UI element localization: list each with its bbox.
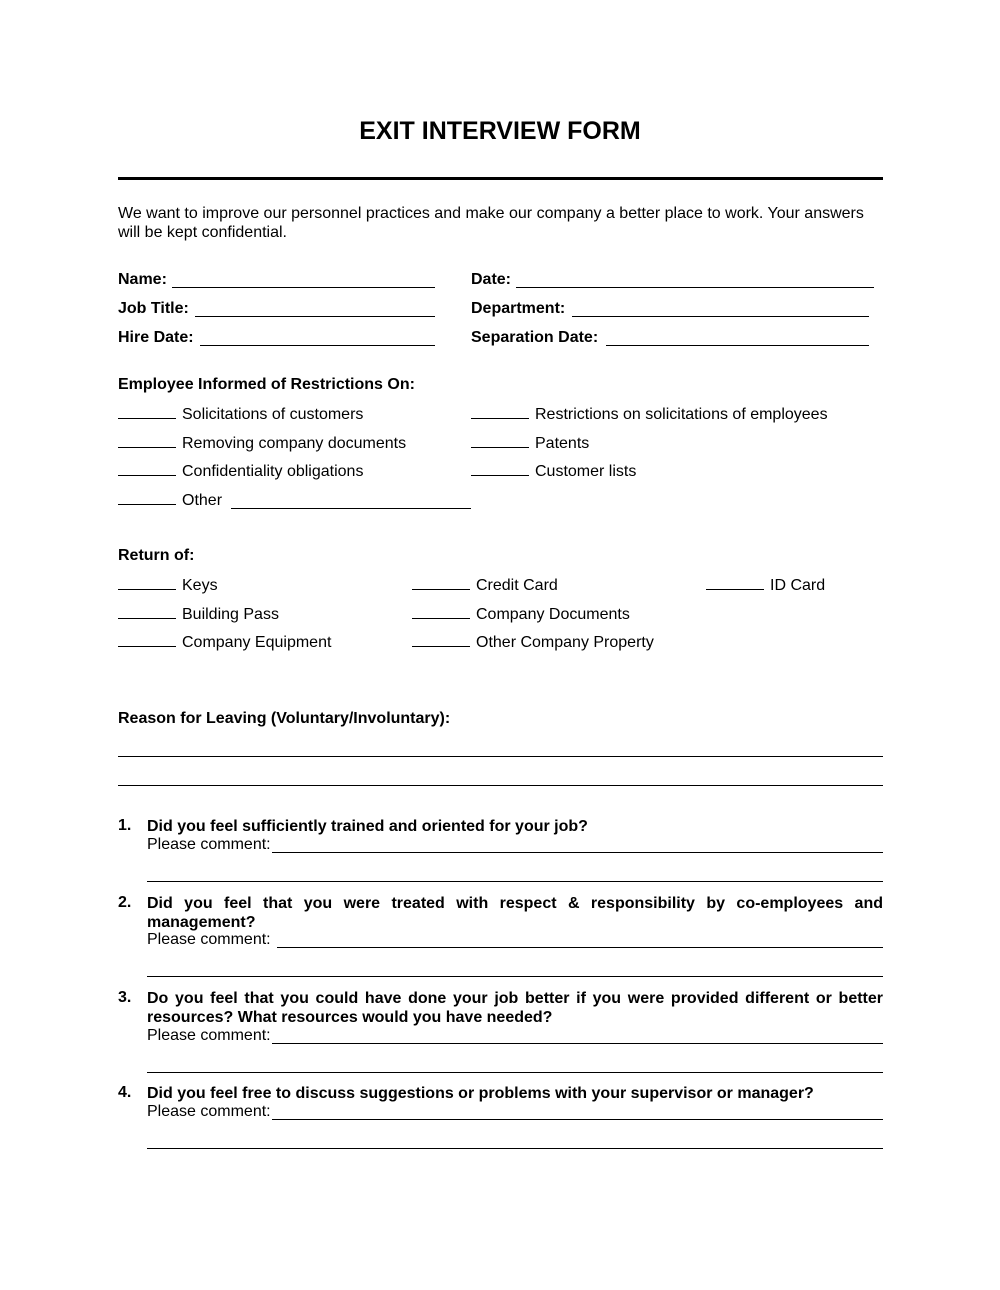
comment-field[interactable] — [272, 1043, 883, 1044]
comment-line[interactable] — [147, 881, 883, 882]
hire-date-field[interactable] — [200, 345, 435, 346]
return-item[interactable]: Credit Card — [412, 576, 558, 595]
check-blank[interactable] — [118, 576, 176, 590]
check-blank[interactable] — [118, 491, 176, 505]
comment-field[interactable] — [272, 852, 883, 853]
question-text: Did you feel free to discuss suggestions or problems with your supervisor or manager? — [147, 1085, 814, 1102]
check-blank[interactable] — [118, 434, 176, 448]
intro-text: We want to improve our personnel practices and make our company a better place to work. Your answers will be kept confidential. — [118, 205, 864, 241]
restriction-item-other[interactable]: Other — [118, 491, 222, 510]
check-blank[interactable] — [118, 462, 176, 476]
check-blank[interactable] — [118, 605, 176, 619]
question-text: Did you feel that you were treated with respect & responsibility by co-employees and management? — [147, 895, 883, 931]
comment-field[interactable] — [272, 1119, 883, 1120]
title-divider — [118, 177, 883, 180]
question-text: Did you feel sufficiently trained and oriented for your job? — [147, 818, 588, 835]
check-blank[interactable] — [118, 405, 176, 419]
check-blank[interactable] — [412, 633, 470, 647]
check-blank[interactable] — [118, 633, 176, 647]
return-item[interactable]: Building Pass — [118, 605, 279, 624]
comment-label: Please comment: — [147, 1027, 271, 1044]
separation-date-label: Separation Date: — [471, 329, 599, 346]
return-item[interactable]: Other Company Property — [412, 633, 654, 652]
department-field[interactable] — [572, 316, 869, 317]
restriction-item[interactable]: Solicitations of customers — [118, 405, 363, 424]
department-label: Department: — [471, 300, 566, 317]
restriction-item[interactable]: Confidentiality obligations — [118, 462, 363, 481]
date-label: Date: — [471, 271, 512, 288]
comment-label: Please comment: — [147, 836, 271, 853]
comment-line[interactable] — [147, 976, 883, 977]
comment-label: Please comment: — [147, 931, 271, 948]
check-blank[interactable] — [471, 462, 529, 476]
question-2: 2. Did you feel that you were treated with respect & responsibility by co-employees and management? — [118, 894, 883, 931]
question-text: Do you feel that you could have done your job better if you were provided different or better resources? What resources would you have needed? — [147, 990, 883, 1026]
check-blank[interactable] — [706, 576, 764, 590]
restriction-item[interactable]: Customer lists — [471, 462, 636, 481]
restriction-item[interactable]: Removing company documents — [118, 434, 406, 453]
hire-date-label: Hire Date: — [118, 329, 194, 346]
separation-date-field[interactable] — [606, 345, 869, 346]
restriction-item[interactable]: Restrictions on solicitations of employees — [471, 405, 828, 424]
comment-line[interactable] — [147, 1148, 883, 1149]
check-blank[interactable] — [471, 434, 529, 448]
return-item[interactable]: Keys — [118, 576, 218, 595]
return-item[interactable]: Company Equipment — [118, 633, 331, 652]
question-1: 1. Did you feel sufficiently trained and oriented for your job? — [118, 817, 883, 837]
return-heading: Return of: — [118, 547, 195, 564]
form-title: EXIT INTERVIEW FORM — [359, 117, 641, 145]
reason-line[interactable] — [118, 785, 883, 786]
job-title-field[interactable] — [195, 316, 435, 317]
name-field[interactable] — [172, 287, 435, 288]
job-title-label: Job Title: — [118, 300, 189, 317]
reason-heading: Reason for Leaving (Voluntary/Involuntary): — [118, 710, 451, 727]
check-blank[interactable] — [471, 405, 529, 419]
question-4: 4. Did you feel free to discuss suggestions or problems with your supervisor or manager? — [118, 1084, 883, 1104]
check-blank[interactable] — [412, 605, 470, 619]
restrictions-heading: Employee Informed of Restrictions On: — [118, 376, 415, 393]
other-restriction-field[interactable] — [231, 508, 471, 509]
date-field[interactable] — [516, 287, 874, 288]
name-label: Name: — [118, 271, 167, 288]
comment-line[interactable] — [147, 1072, 883, 1073]
question-3: 3. Do you feel that you could have done your job better if you were provided different or better resources? What resources would you have needed? — [118, 989, 883, 1026]
restriction-item[interactable]: Patents — [471, 434, 589, 453]
comment-label: Please comment: — [147, 1103, 271, 1120]
check-blank[interactable] — [412, 576, 470, 590]
return-item[interactable]: ID Card — [706, 576, 825, 595]
comment-field[interactable] — [277, 947, 883, 948]
reason-line[interactable] — [118, 756, 883, 757]
return-item[interactable]: Company Documents — [412, 605, 630, 624]
